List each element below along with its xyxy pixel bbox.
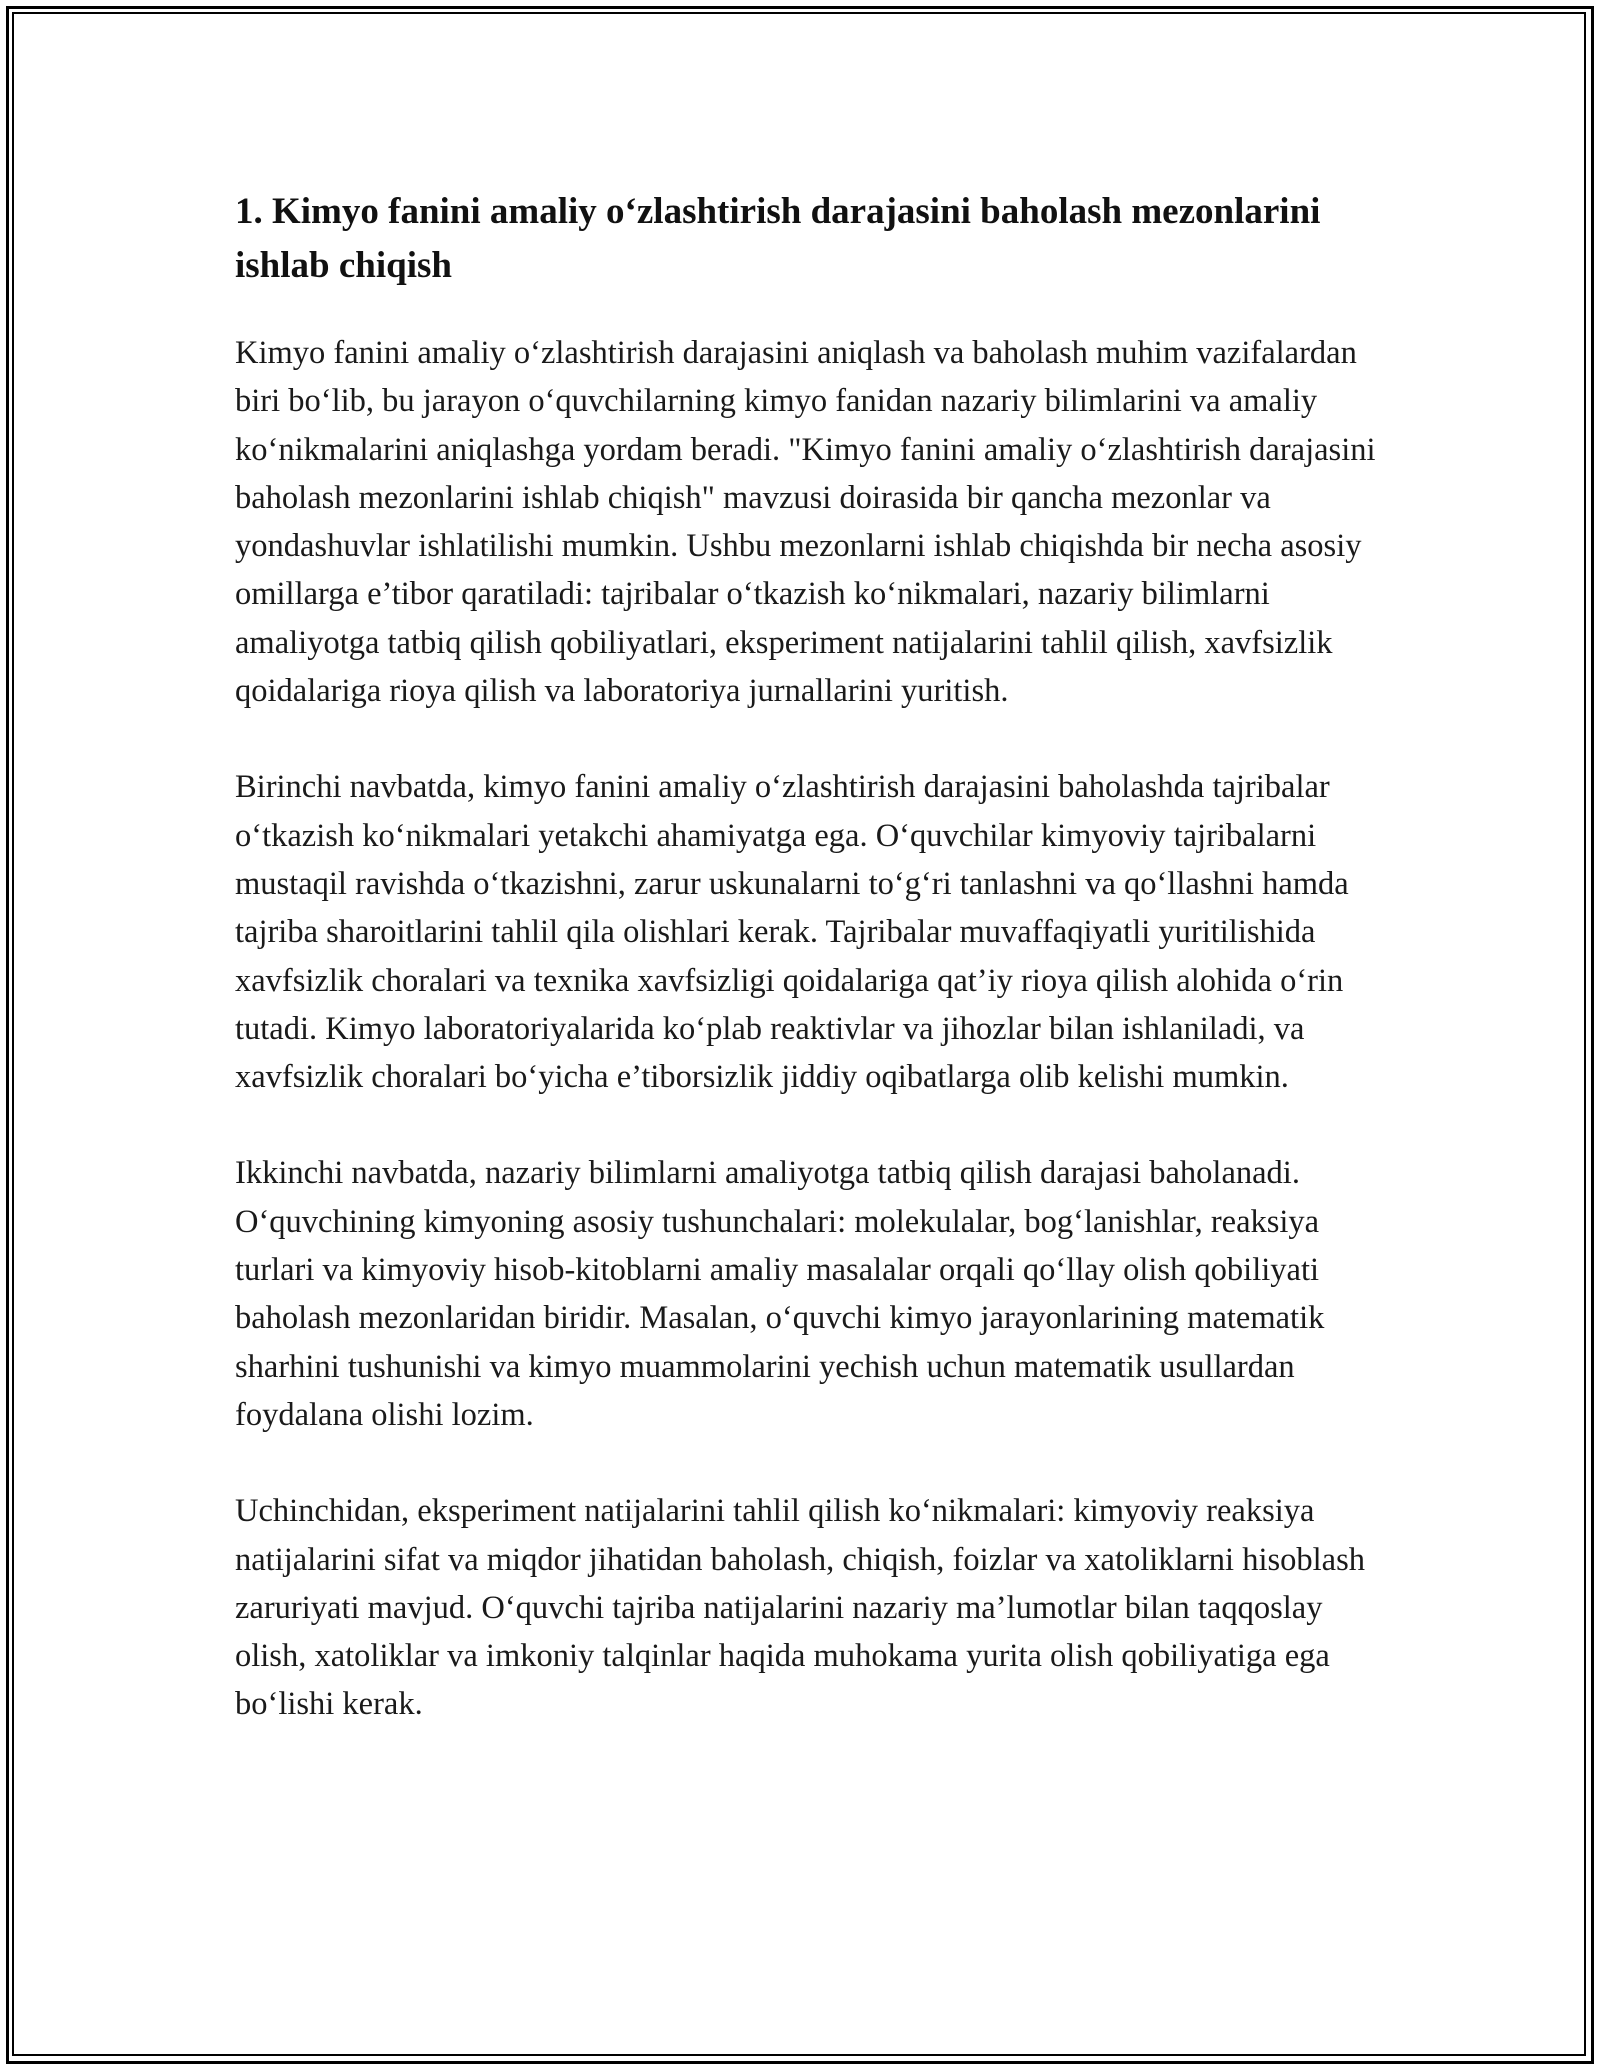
- paragraph-first-point: Birinchi navbatda, kimyo fanini amaliy o‘zlashtirish darajasini baholashda tajribalar o‘tkazish ko‘nikmalari yetakchi ahamiyatga ega. O‘quvchilar kimyoviy tajribalarni mustaqil ravishda o‘tkazishni, zarur uskunalarni to‘g‘ri tanlashni va qo‘llashni hamda tajriba sharoitlarini tahlil qila olishlari kerak. Tajribalar muvaffaqiyatli yuritilishida xavfsizlik choralari va texnika xavfsizligi qoidalariga qat’iy rioya qilish alohida o‘rin tutadi. Kimyo laboratoriyalarida ko‘plab reaktivlar va jihozlar bilan ishlaniladi, va xavfsizlik choralari bo‘yicha e’tiborsizlik jiddiy oqibatlarga olib kelishi mumkin.: [235, 769, 1349, 1096]
- paragraph-intro: Kimyo fanini amaliy o‘zlashtirish darajasini aniqlash va baholash muhim vazifalardan biri bo‘lib, bu jarayon o‘quvchilarning kimyo fanidan nazariy bilimlarini va amaliy ko‘nikmalarini aniqlashga yordam beradi. "Kimyo fanini amaliy o‘zlashtirish darajasini baholash mezonlarini ishlab chiqish" mavzusi doirasida bir qancha mezonlar va yondashuvlar ishlatilishi mumkin. Ushbu mezonlarni ishlab chiqishda bir necha asosiy omillarga e’tibor qaratiladi: tajribalar o‘tkazish ko‘nikmalari, nazariy bilimlarni amaliyotga tatbiq qilish qobiliyatlari, eksperiment natijalarini tahlil qilish, xavfsizlik qoidalariga rioya qilish va laboratoriya jurnallarini yuritish.: [235, 335, 1376, 710]
- section-heading: 1. Kimyo fanini amaliy o‘zlashtirish darajasini baholash mezonlarini ishlab chiqish: [235, 191, 1321, 286]
- paragraph-second-point: Ikkinchi navbatda, nazariy bilimlarni amaliyotga tatbiq qilish darajasi baholanadi. O‘quvchining kimyoning asosiy tushunchalari: molekulalar, bog‘lanishlar, reaksiya turlari va kimyoviy hisob-kitoblarni amaliy masalalar orqali qo‘llay olish qobiliyati baholash mezonlaridan biridir. Masalan, o‘quvchi kimyo jarayonlarining matematik sharhini tushunishi va kimyo muammolarini yechish uchun matematik usullardan foydalana olishi lozim.: [235, 1155, 1325, 1433]
- document-body: [235, 185, 1385, 1777]
- paragraph-third-point: Uchinchidan, eksperiment natijalarini tahlil qilish ko‘nikmalari: kimyoviy reaksiya natijalarini sifat va miqdor jihatidan baholash, chiqish, foizlar va xatoliklarni hisoblash zaruriyati mavjud. O‘quvchi tajriba natijalarini nazariy ma’lumotlar bilan taqqoslay olish, xatoliklar va imkoniy talqinlar haqida muhokama yurita olish qobiliyatiga ega bo‘lishi kerak.: [235, 1493, 1365, 1723]
